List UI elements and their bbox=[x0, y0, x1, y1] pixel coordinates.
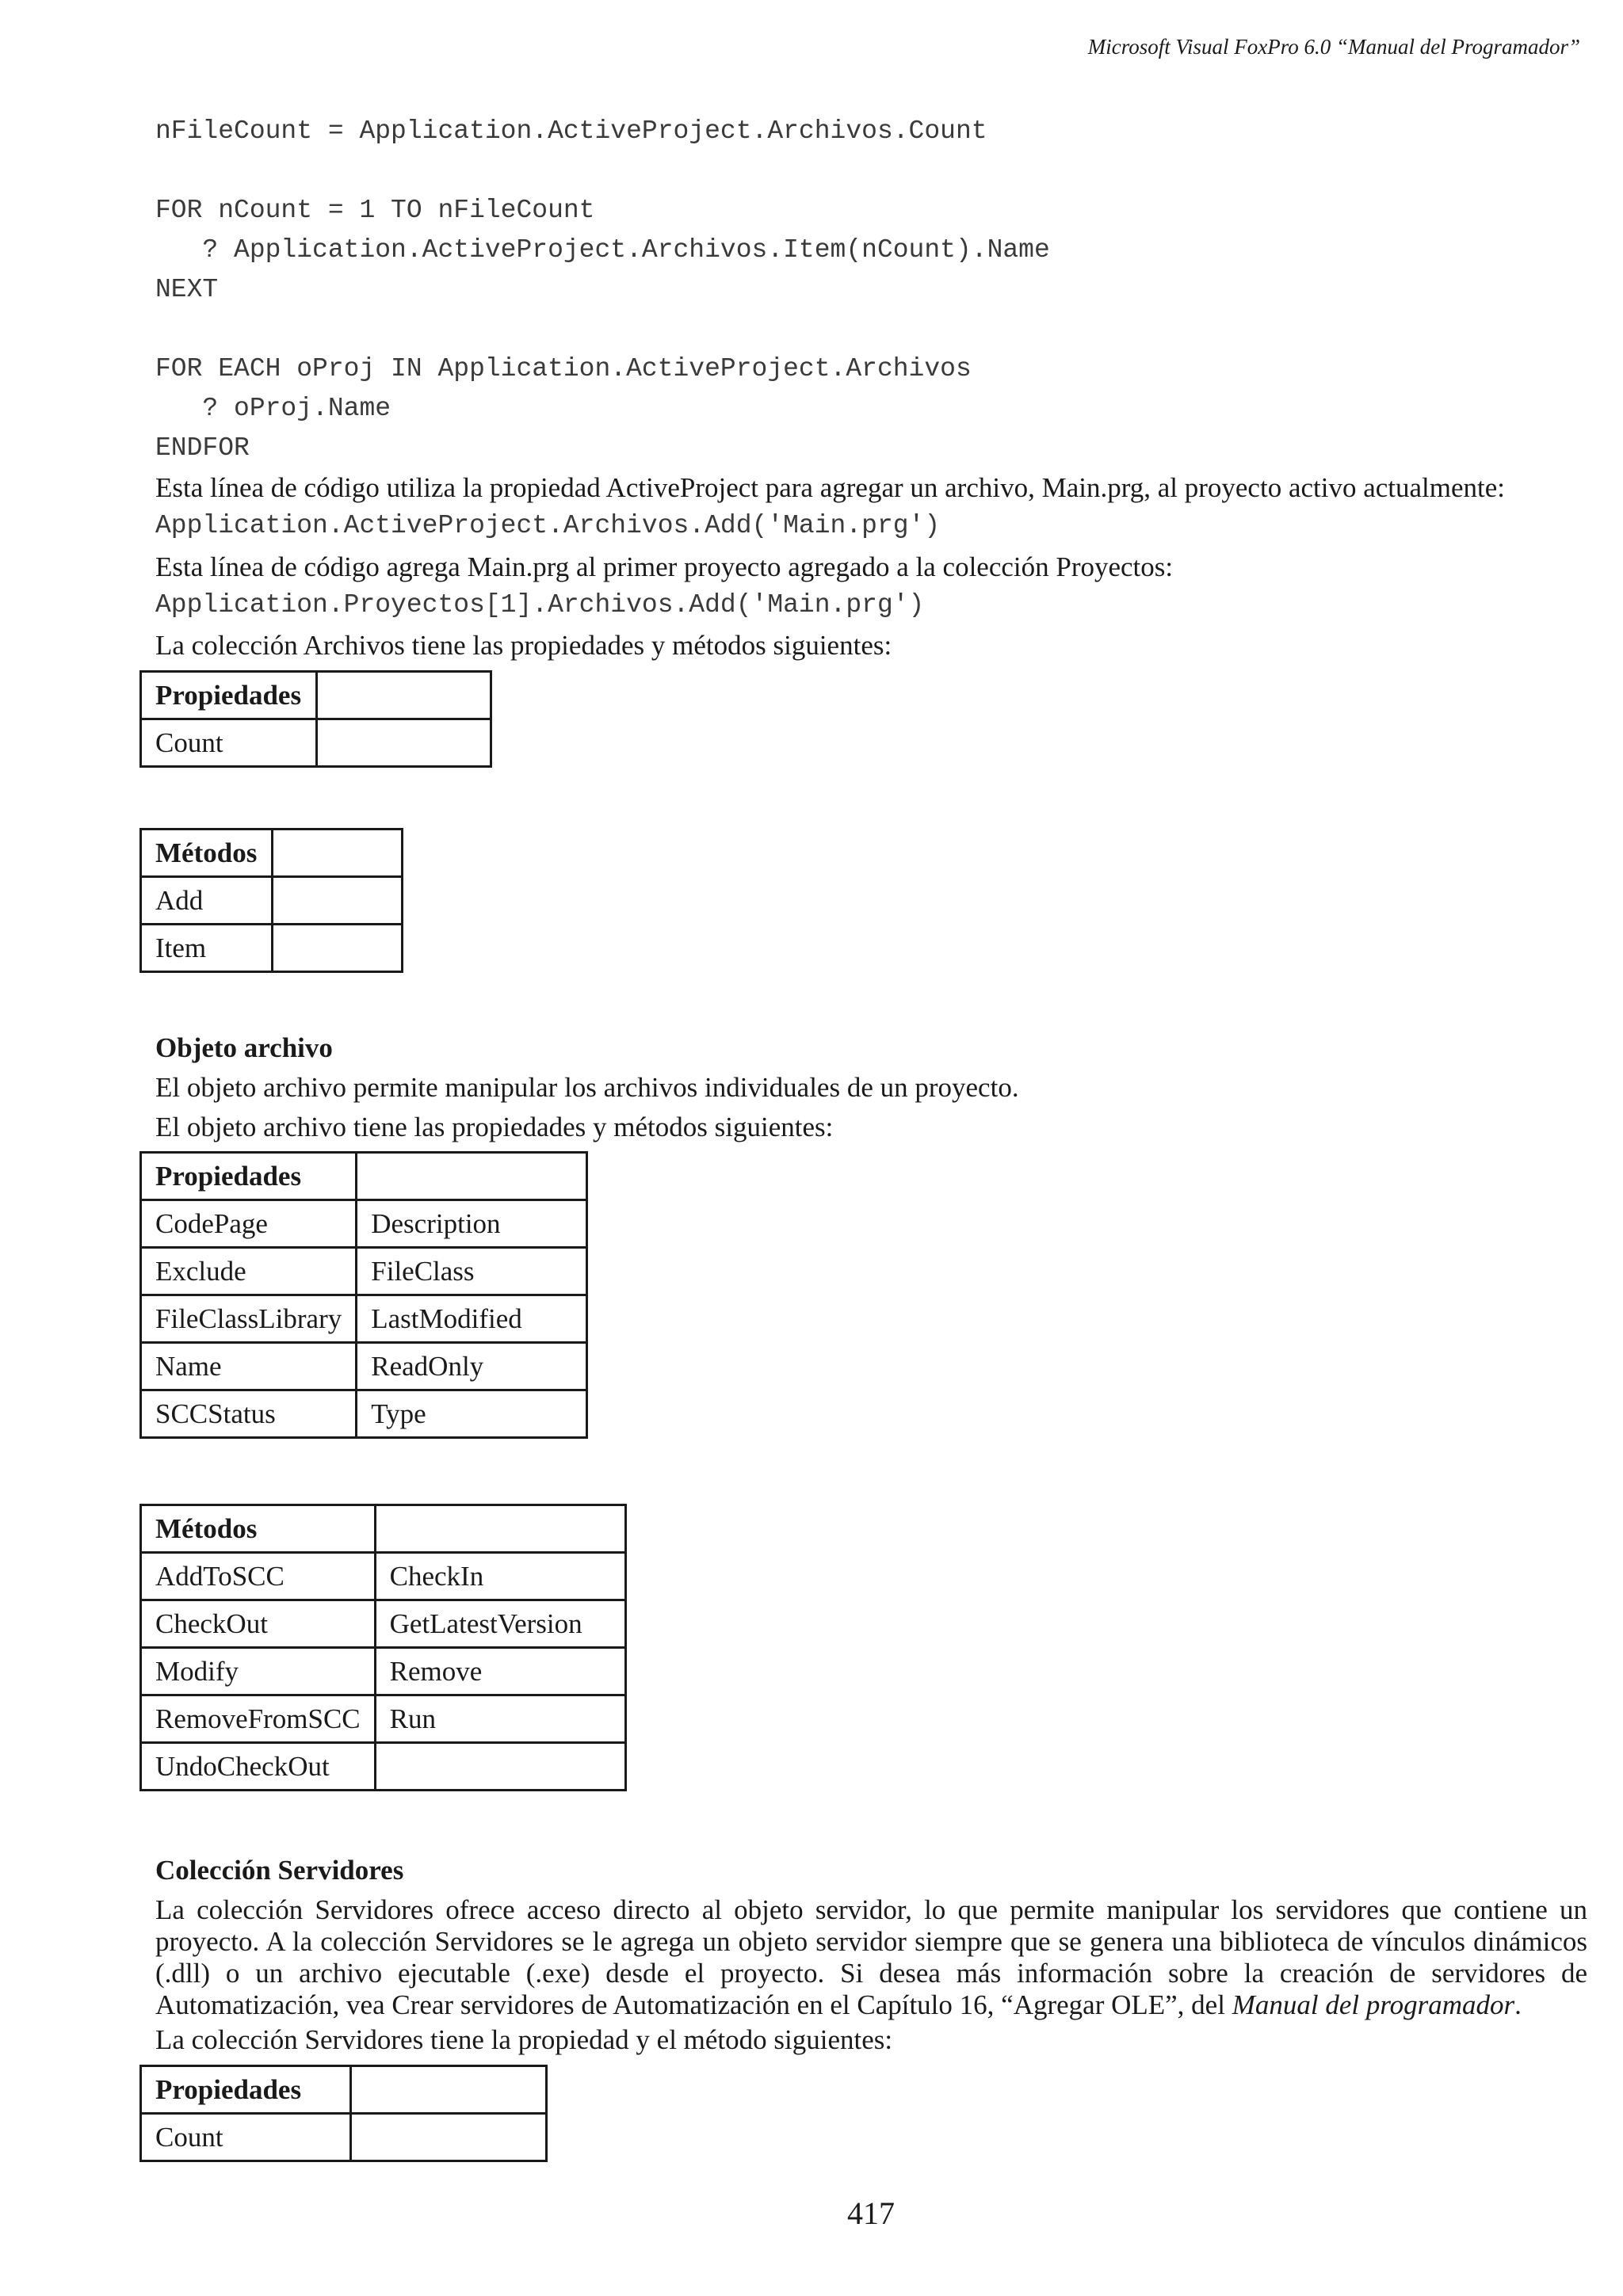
table-row bbox=[141, 719, 491, 767]
paragraph-servidores-intro bbox=[155, 1894, 1587, 2021]
table-row bbox=[141, 2114, 547, 2161]
table-row bbox=[141, 1343, 587, 1390]
table-cell: Exclude bbox=[141, 1248, 357, 1295]
table-cell bbox=[272, 877, 402, 925]
table-row bbox=[141, 1390, 587, 1438]
table-cell bbox=[357, 1153, 587, 1200]
table-cell: ReadOnly bbox=[357, 1343, 587, 1390]
table-cell: UndoCheckOut bbox=[141, 1743, 376, 1791]
table-cell: AddToSCC bbox=[141, 1553, 376, 1600]
table-row bbox=[141, 1248, 587, 1295]
table-row bbox=[141, 1295, 587, 1343]
table-row bbox=[141, 1505, 626, 1553]
table-row bbox=[141, 1743, 626, 1791]
manual-title-italic: Manual del programador bbox=[1232, 1989, 1515, 2020]
table-cell: CodePage bbox=[141, 1200, 357, 1248]
table-row bbox=[141, 925, 403, 972]
table-row bbox=[141, 1600, 626, 1648]
table-cell: Name bbox=[141, 1343, 357, 1390]
table-cell: GetLatestVersion bbox=[375, 1600, 625, 1648]
table-cell: Type bbox=[357, 1390, 587, 1438]
table-cell: FileClass bbox=[357, 1248, 587, 1295]
table-cell: Modify bbox=[141, 1648, 376, 1695]
table-row bbox=[141, 1200, 587, 1248]
section-title-coleccion-servidores: Colección Servidores bbox=[155, 1855, 404, 1886]
table-cell bbox=[272, 830, 402, 877]
table-header-cell: Propiedades bbox=[141, 672, 317, 719]
code-block-file-loop: nFileCount = Application.ActiveProject.Archivos.Count FOR nCount = 1 TO nFileCount ? Application.ActiveProject.Archivos.Item(nCount).Name NEXT FOR EACH oProj IN Application.ActiveProject.Archivos ? oProj.Name ENDFOR bbox=[155, 116, 1050, 463]
code-line-add-active: Application.ActiveProject.Archivos.Add('Main.prg') bbox=[155, 511, 941, 540]
table-cell: SCCStatus bbox=[141, 1390, 357, 1438]
paragraph-archivos-collection: La colección Archivos tiene las propiedades y métodos siguientes: bbox=[155, 630, 892, 661]
table-cell: FileClassLibrary bbox=[141, 1295, 357, 1343]
table-cell: Count bbox=[141, 2114, 351, 2161]
table-archivo-properties bbox=[139, 1151, 588, 1439]
table-cell: Remove bbox=[375, 1648, 625, 1695]
running-header: Microsoft Visual FoxPro 6.0 “Manual del Programador” bbox=[1087, 35, 1580, 59]
table-header-cell: Métodos bbox=[141, 1505, 376, 1553]
table-cell: RemoveFromSCC bbox=[141, 1695, 376, 1743]
paragraph-objeto-archivo-intro: El objeto archivo permite manipular los archivos individuales de un proyecto. bbox=[155, 1072, 1019, 1103]
section-title-objeto-archivo: Objeto archivo bbox=[155, 1032, 333, 1063]
table-row bbox=[141, 2066, 547, 2114]
table-cell: CheckIn bbox=[375, 1553, 625, 1600]
table-row bbox=[141, 1553, 626, 1600]
table-archivo-methods bbox=[139, 1504, 627, 1791]
table-archivos-properties bbox=[139, 670, 492, 768]
table-row bbox=[141, 1648, 626, 1695]
paragraph-end: . bbox=[1514, 1989, 1522, 2020]
table-row bbox=[141, 1695, 626, 1743]
table-cell: LastModified bbox=[357, 1295, 587, 1343]
table-archivos-methods bbox=[139, 828, 403, 973]
table-cell bbox=[272, 925, 402, 972]
paragraph-servidores-members: La colección Servidores tiene la propiedad y el método siguientes: bbox=[155, 2024, 893, 2055]
code-line-add-first: Application.Proyectos[1].Archivos.Add('Main.prg') bbox=[155, 590, 925, 620]
table-cell: CheckOut bbox=[141, 1600, 376, 1648]
table-servidores-properties bbox=[139, 2065, 548, 2162]
table-row bbox=[141, 877, 403, 925]
paragraph-text: La colección Servidores ofrece acceso directo al objeto servidor, lo que permite manipular los servidores que contiene un proyecto. A la colección Servidores se le agrega un objeto servidor siempre que se genera una biblioteca de vínculos dinámicos (.dll) o un archivo ejecutable (.exe) desde el proyecto. Si desea más información sobre la creación de servidores de Automatización, vea Crear servidores de Automatización en el Capítulo 16, “Agregar OLE”, del bbox=[155, 1894, 1587, 2020]
table-row bbox=[141, 672, 491, 719]
table-cell bbox=[351, 2114, 547, 2161]
paragraph-objeto-archivo-members: El objeto archivo tiene las propiedades y métodos siguientes: bbox=[155, 1112, 834, 1142]
table-cell: Description bbox=[357, 1200, 587, 1248]
table-cell bbox=[375, 1505, 625, 1553]
table-header-cell: Propiedades bbox=[141, 2066, 351, 2114]
table-cell bbox=[316, 672, 491, 719]
table-cell: Count bbox=[141, 719, 317, 767]
table-cell: Item bbox=[141, 925, 273, 972]
table-cell bbox=[316, 719, 491, 767]
paragraph-first-project: Esta línea de código agrega Main.prg al primer proyecto agregado a la colección Proyectos: bbox=[155, 551, 1174, 582]
table-cell bbox=[375, 1743, 625, 1791]
table-row bbox=[141, 1153, 587, 1200]
paragraph-activeproject: Esta línea de código utiliza la propiedad ActiveProject para agregar un archivo, Main.prg, al proyecto activo actualmente: bbox=[155, 472, 1506, 503]
page-number: 417 bbox=[847, 2195, 895, 2231]
table-header-cell: Métodos bbox=[141, 830, 273, 877]
table-cell: Run bbox=[375, 1695, 625, 1743]
table-cell bbox=[351, 2066, 547, 2114]
table-cell: Add bbox=[141, 877, 273, 925]
table-header-cell: Propiedades bbox=[141, 1153, 357, 1200]
table-row bbox=[141, 830, 403, 877]
